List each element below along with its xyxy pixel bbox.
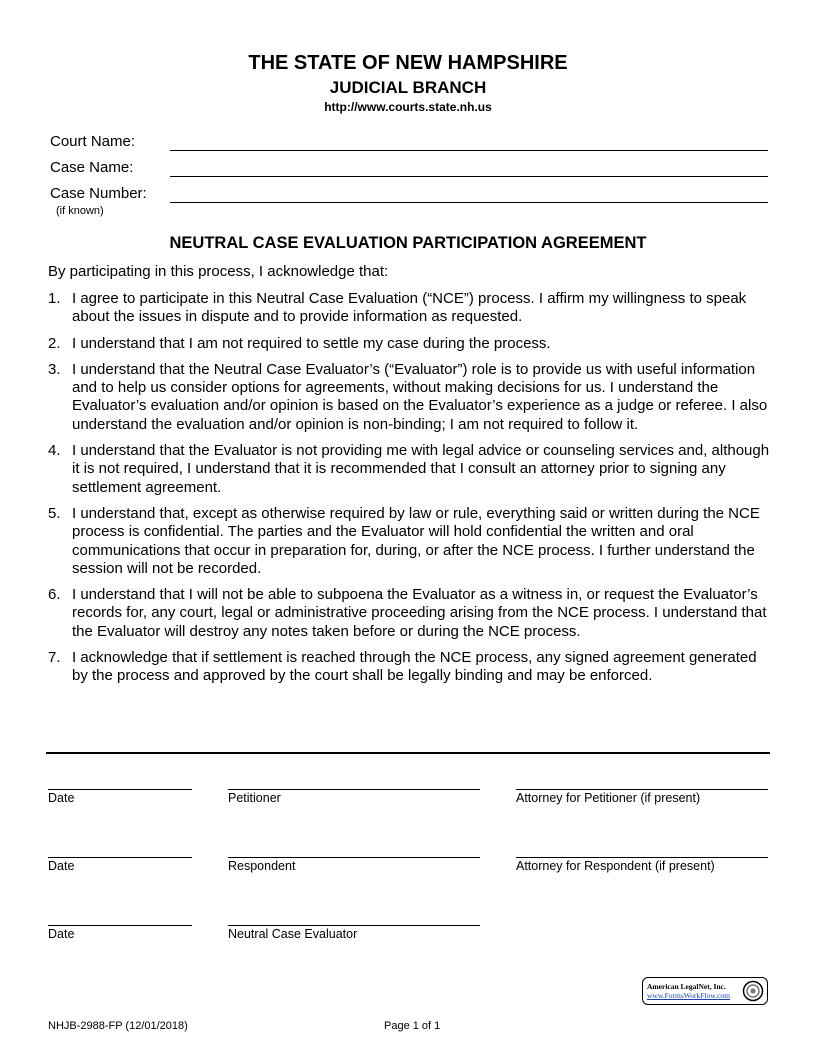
item-number: 1. <box>48 290 61 307</box>
item-text: I agree to participate in this Neutral Case Evaluation (“NCE”) process. I affirm my willingness to speak about the issues in dispute and to provide information as requested. <box>72 290 747 326</box>
intro-text: By participating in this process, I acknowledge that: <box>48 263 389 280</box>
case-number-label: Case Number: <box>50 185 147 202</box>
item-text: I acknowledge that if settlement is reached through the NCE process, any signed agreement generated by the process and approved by the court shall be legally binding and may be enforced. <box>72 649 757 685</box>
date-label: Date <box>48 791 75 805</box>
case-name-field[interactable] <box>170 176 768 177</box>
list-item <box>48 442 772 497</box>
date-label: Date <box>48 927 75 941</box>
list-item <box>48 335 772 353</box>
legalnet-logo[interactable] <box>642 977 768 1005</box>
item-text: I understand that the Evaluator is not providing me with legal advice or counseling services and, although it is not required, I understand that it is recommended that I consult an attorney prior to signing any settlement agreement. <box>72 442 770 496</box>
form-id: NHJB-2988-FP (12/01/2018) <box>48 1020 188 1032</box>
list-item <box>48 290 772 327</box>
attorney-petitioner-signature-line[interactable] <box>516 789 768 790</box>
item-number: 7. <box>48 649 61 667</box>
respondent-signature-line[interactable] <box>228 857 480 858</box>
court-name-field[interactable] <box>170 150 768 151</box>
section-divider <box>46 752 770 754</box>
respondent-label: Respondent <box>228 859 296 873</box>
court-name-label: Court Name: <box>50 133 136 150</box>
case-name-label: Case Name: <box>50 159 134 176</box>
logo-url: www.FormsWorkFlow.com <box>647 991 731 1000</box>
date-signature-line[interactable] <box>48 789 192 790</box>
attorney-petitioner-label: Attorney for Petitioner (if present) <box>516 791 701 805</box>
evaluator-signature-line[interactable] <box>228 925 480 926</box>
list-item <box>48 586 772 641</box>
list-item <box>48 649 772 686</box>
date-signature-line[interactable] <box>48 857 192 858</box>
item-number: 2. <box>48 334 61 352</box>
list-item <box>48 361 772 434</box>
item-number: 4. <box>48 442 61 460</box>
date-label: Date <box>48 859 75 873</box>
agreement-list <box>48 290 772 694</box>
attorney-respondent-label: Attorney for Respondent (if present) <box>516 859 715 873</box>
attorney-respondent-signature-line[interactable] <box>516 857 768 858</box>
document-title: NEUTRAL CASE EVALUATION PARTICIPATION AGREEMENT <box>169 234 647 252</box>
petitioner-signature-line[interactable] <box>228 789 480 790</box>
case-number-field[interactable] <box>170 202 768 203</box>
state-heading: THE STATE OF NEW HAMPSHIRE <box>248 52 568 74</box>
logo-company: American LegalNet, Inc. <box>647 982 726 991</box>
item-text: I understand that I am not required to settle my case during the process. <box>72 334 551 352</box>
date-signature-line[interactable] <box>48 925 192 926</box>
item-number: 3. <box>48 360 61 378</box>
item-number: 6. <box>48 586 61 604</box>
item-text: I understand that, except as otherwise required by law or rule, everything said or written during the NCE process is confidential. The parties and the Evaluator will hold confidential the written and oral communications that occur in preparation for, during, or after the NCE process. I further understand the session will not be recorded. <box>72 504 760 577</box>
evaluator-label: Neutral Case Evaluator <box>228 927 358 941</box>
case-number-note: (if known) <box>56 205 104 217</box>
item-number: 5. <box>48 504 61 522</box>
petitioner-label: Petitioner <box>228 791 281 805</box>
globe-icon <box>742 980 764 1002</box>
branch-heading: JUDICIAL BRANCH <box>329 78 487 97</box>
item-text: I understand that the Neutral Case Evaluator’s (“Evaluator”) role is to provide us with useful information and to help us consider options for agreements, without making decisions for us. I understand the Evaluator’s evaluation and/or opinion is based on the Evaluator’s experience as a judge or referee. I also understand the evaluation and/or opinion is non-binding; I am not required to follow it. <box>72 360 768 433</box>
court-url: http://www.courts.state.nh.us <box>324 100 492 114</box>
item-text: I understand that I will not be able to subpoena the Evaluator as a witness in, or request the Evaluator’s records for, any court, legal or administrative proceeding arising from the NCE process. I understand that the Evaluator will destroy any notes taken before or during the NCE process. <box>72 586 767 640</box>
list-item <box>48 505 772 578</box>
page-number: Page 1 of 1 <box>384 1020 441 1032</box>
